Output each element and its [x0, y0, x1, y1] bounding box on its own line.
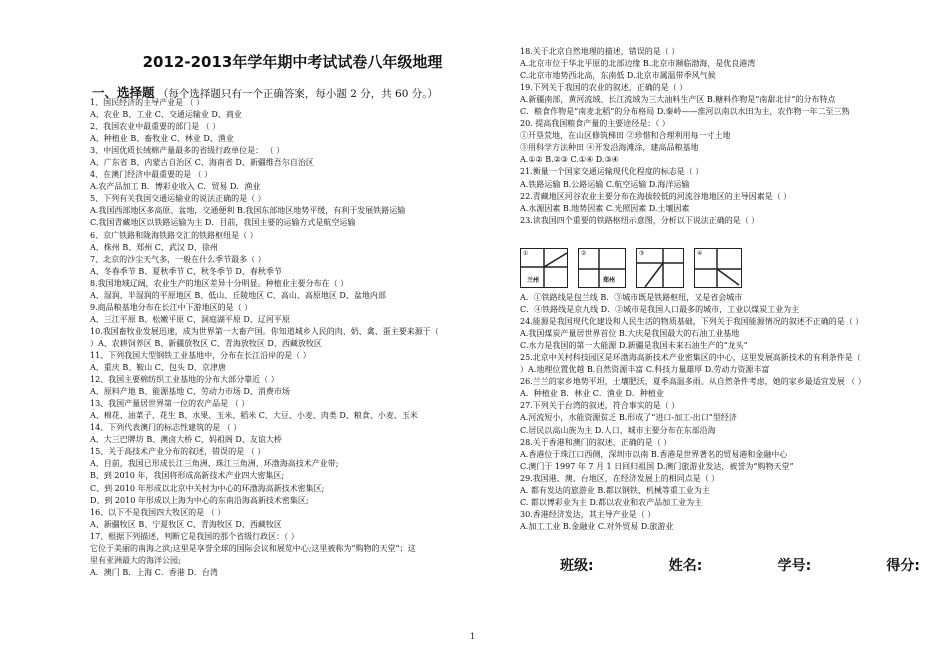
question-line: 它位于美丽的南海之滨;这里是享誉全球的国际会议和展览中心;这里被称为“购物的天堂”；这 [90, 543, 416, 553]
railway-map-1 [520, 248, 568, 288]
student-id-label: 学号: [777, 558, 812, 574]
map-2-number: ② [581, 250, 587, 257]
question-line: 14、下列代表澳门的标志性建筑的是 （ ） [90, 423, 242, 433]
question-line: 2、我国农业中最重要的部门是 （ ） [90, 122, 221, 132]
question-line: 6、京广铁路和陇海铁路交汇的铁路枢纽是（ ） [90, 230, 258, 240]
question-line: 23.读我国四个重要的铁路枢纽示意图，分析以下说法正确的是（ ） [520, 215, 760, 225]
exam-title: 2012-2013年学年期中考试试卷八年级地理 [142, 53, 443, 71]
question-line: A.新疆南部，黄河流域、长江流域为三大油料生产区 B.糖料作物是“南甜北甘”的分布特点 [520, 95, 836, 105]
question-line: A.农产品加工 B．博彩业收入 C．贸易 D．渔业 [90, 182, 261, 192]
section-note: （每个选择题只有一个正确答案，每小题 2 分，共 60 分。） [157, 88, 439, 100]
question-line: A、重庆 B、鞍山 C、包头 D、京津唐 [90, 363, 226, 373]
student-info-footer [560, 555, 920, 575]
question-line: 27.下列关于台湾的叙述，符合事实的是（ ） [520, 401, 680, 411]
question-line: 21.衡量一个国家交通运输现代化程度的标志是（ ） [520, 167, 704, 177]
question-line: 29.我国港、澳、台地区，在经济发展上的相同点是（ ） [520, 473, 720, 483]
question-line: A、新疆牧区 B、宁夏牧区 C、青海牧区 D、西藏牧区 [90, 519, 282, 529]
question-line: 17、根据下列描述，判断它是我国的那个省级行政区：（ ） [90, 531, 299, 541]
railway-map-4 [694, 248, 742, 288]
map-3-number: ③ [639, 250, 645, 257]
question-line: 13、我国产量居世界第一位的农产品是 （ ） [90, 399, 250, 409]
question-line: 30.香港经济发达，其主导产业是（ ） [520, 509, 656, 519]
question-line: 4、在澳门经济中最重要的是 （ ） [90, 170, 213, 180]
name-label: 姓名: [668, 558, 703, 574]
question-line: 里有亚洲最大的海洋公园; [90, 555, 181, 565]
map-1-city: 兰州 [527, 277, 540, 284]
question-line: 11、下列我国大型钢铁工业基地中，分布在长江沿岸的是（ ） [90, 350, 311, 360]
question-line: A、大三巴牌坊 B、澳卤大桥 C、妈祖阁 D、友谊大桥 [90, 435, 282, 445]
question-line: 15、关于高技术产业分布的叙述，错误的是 （ ） [90, 447, 266, 457]
page-number: 1 [470, 632, 476, 641]
question-line: 20. 提高我国粮食产量的主要途径是：（ ） [520, 119, 670, 129]
question-line: A.①② B.②③ C.①④ D.③④ [520, 155, 619, 165]
question-line: ）A、农耕饲养区 B、新疆放牧区 C、青海放牧区 D、西藏放牧区 [90, 338, 322, 348]
question-line: A.我国煤炭产量居世界首位 B.大庆是我国最大的石油工业基地 [520, 329, 740, 339]
question-line: 19.下列关于我国的农业的叙述，正确的是（ ） [520, 83, 688, 93]
right-question-list-top [520, 46, 920, 227]
question-line: ）A.地理位置优越 B.自然资源丰富 C.科技力量雄厚 D.劳动力资源丰富 [520, 365, 770, 375]
question-line: A、棉花、油菜子、花生 B、水果、玉米、稻米 C、大豆、小麦、肉类 D、粮食、小麦、玉米 [90, 411, 418, 421]
question-line: D、到 2010 年形成以上海为中心的东南沿海高新技术密集区; [90, 495, 309, 505]
railway-hub-diagrams [520, 248, 770, 290]
question-line: C．粮食作物是“南麦北稻”的分布格局 D.秦岭——淮河以南以水田为主，农作物一年二至三熟 [520, 107, 850, 117]
question-line: C.我国青藏地区以铁路运输为主 D．目前，我国主要的运输方式是航空运输 [90, 218, 356, 228]
question-line: A.加工工业 B.金融业 C.对外贸易 D.旅游业 [520, 521, 674, 531]
question-line: A、原料产地 B、能源基地 C、劳动力市场 D、消费市场 [90, 387, 290, 397]
railway-map-2 [578, 248, 626, 288]
question-line: 25.北京中关村科技园区是环渤海高新技术产业密集区的中心，这里发展高新技术的有利条件是（ [520, 353, 861, 363]
question-line: A．①铁路线是包兰线 B．③城市既是铁路枢纽，又是省会城市 [520, 293, 743, 302]
question-line: A、湿润、半湿润的平原地区 B、低山、丘陵地区 C、高山、高原地区 D、盆地内部 [90, 290, 386, 300]
question-line: C.北京市地势西北高，东南低 D.北京市属温带季风气候 [520, 71, 716, 81]
question-line: 7、北京的沙尘天气多，一般在什么季节最多（ ） [90, 254, 266, 264]
question-line: A. 都有发达的旅游业 B.都以钢铁、机械等重工业为主 [520, 485, 710, 495]
question-line: A．种植业 B．林业 C．渔业 D．种植业 [520, 389, 664, 399]
question-line: A.我国西部地区多高原、盆地，交通便利 B.我国东部地区地势平缓，有利于发展铁路运输 [90, 206, 406, 216]
question-line: ③用科学方法种田 ④开发沿海滩涂，建高品粮基地 [520, 143, 699, 153]
question-line: A.北京市位于华北平原的北部边缘 B.北京市濒临渤海，是优良港湾 [520, 59, 756, 69]
map-4-number: ④ [697, 250, 703, 257]
question-line: A、农业 B、工业 C、交通运输业 D、商业 [90, 110, 242, 120]
question-line: 8.我国地域辽阔，农业生产的地区差异十分明显。种植业主要分布在（ ） [90, 278, 349, 288]
question-line: 10.我国畜牧业发展迅速，成为世界第一大畜产国。你知道城乡人民的肉、奶、禽、蛋主要来源于（ [90, 326, 439, 336]
question-line: A.河流短小，水能资源贫乏 B.形成了“进口-加工-出口”型经济 [520, 413, 737, 423]
question-line: ①开垦荒地，在山区修筑梯田 ②珍惜和合理利用每一寸土地 [520, 131, 731, 141]
section-title: 一、选择题 [92, 85, 155, 100]
question-line: 3、中国优质长绒棉产量最多的省级行政单位是： （ ） [90, 146, 285, 156]
question-line: 9.商品粮基地分布在长江中下游地区的是（ ） [90, 302, 253, 312]
question-line: C.澳门于 1997 年 7 月 1 日回归祖国 D.澳门旅游业发达，被誉为“购物天堂” [520, 461, 794, 471]
question-line: A、目前，我国已形成长江三角洲、珠江三角洲、环渤海高技术产业带; [90, 459, 339, 469]
question-line: 24.能源是我国现代化建设和人民生活的物质基础，下列关于我国能源情况的叙述不正确的是（ ） [520, 317, 864, 327]
question-line: A.水源因素 B.地势因素 C.光照因素 D.土壤因素 [520, 203, 690, 213]
question-line: 16、以下不是我国四大牧区的是 （ ） [90, 507, 226, 517]
question-line: C、到 2010 年形成以北京中关村为中心的环渤海高新技术密集区; [90, 483, 325, 493]
question-line: A、株州 B、郑州 C、武汉 D、徐州 [90, 242, 218, 252]
score-label: 得分: [886, 558, 920, 574]
question-line: 26.兰兰的家乡地势平坦，土壤肥沃，夏季高温多雨。从自然条件考虑，她的家乡最适宜发展 （ ） [520, 377, 866, 387]
question-line: 18.关于北京自然地理的描述，错误的是（ ） [520, 47, 680, 56]
question-line: A.铁路运输 B.公路运输 C.航空运输 D.海洋运输 [520, 179, 690, 189]
left-question-list [90, 97, 495, 579]
railway-map-3 [636, 248, 684, 288]
question-line: 28.关于香港和澳门的叙述，正确的是（ ） [520, 437, 672, 447]
map-2-city: 郑州 [603, 277, 616, 284]
class-label: 班级: [560, 558, 594, 574]
question-line: A、种植业 B、畜牧业 C、林业 D、渔业 [90, 134, 234, 144]
question-line: A、三江平原 B、松嫩平原 C、洞庭湖平原 D、辽河平原 [90, 314, 290, 324]
question-line: 1、国民经济的主导产业是 （ ） [90, 98, 205, 107]
question-line: B、到 2010 年，我国将形成高新技术产业四大密集区; [90, 471, 285, 481]
map-1-number: ① [523, 250, 529, 257]
question-line: C. 都以博彩业为主 D.都以农业和农产品加工业为主 [520, 497, 703, 507]
question-line: 22.青藏地区河谷农业主要分布在海拔较低的河流谷地地区的主导因素是（ ） [520, 191, 792, 201]
question-line: 12、我国主要棉纺织工业基地的分布大部分靠近（ ） [90, 375, 279, 385]
question-line: A.香港位于珠江口西侧，深圳市以南 B.香港是世界著名的贸易港和金融中心 [520, 449, 788, 459]
question-line: C.居民以高山族为主 D.人口、城市主要分布在东部沿海 [520, 425, 716, 435]
question-line: C.水力是我国的第一大能源 D.新疆是我国未来石油生产的“龙头” [520, 341, 748, 351]
question-line: A、广东省 B、内蒙古自治区 C、海南省 D、新疆维吾尔自治区 [90, 158, 314, 168]
question-line: A．澳门 B．上海 C．香港 D．台湾 [90, 567, 218, 577]
question-line: A、冬春季节 B、夏秋季节 C、秋冬季节 D、春秋季节 [90, 266, 282, 276]
question-line: 5、下列有关我国交通运输业的说法正确的是（ ） [90, 194, 266, 204]
question-line: C．④铁路线是京九线 D．②城市是我国人口最多的城市，工业以煤炭工业为主 [520, 305, 800, 315]
right-question-list-bottom [520, 292, 920, 533]
